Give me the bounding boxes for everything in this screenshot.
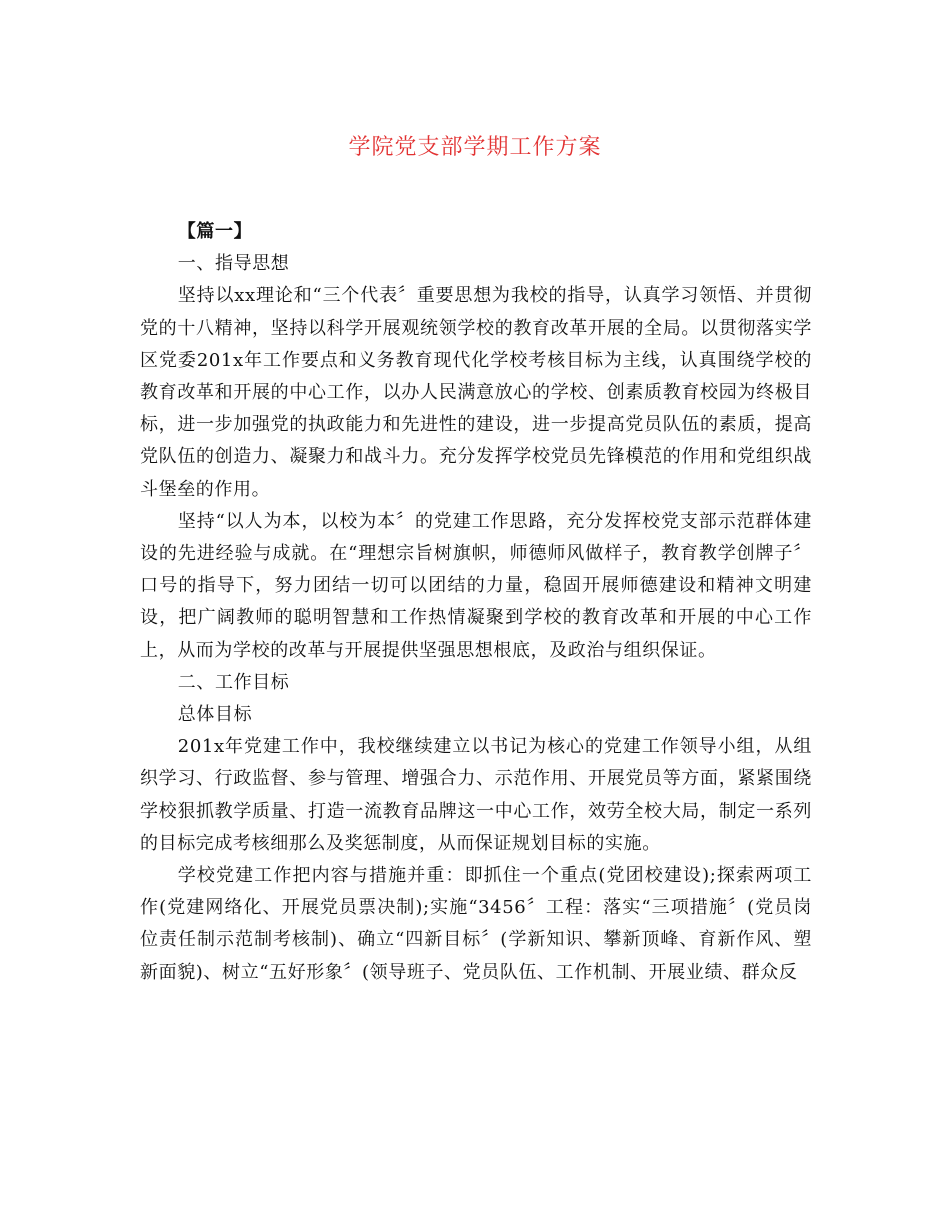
paragraph: 学校党建工作把内容与措施并重：即抓住一个重点(党团校建设);探索两项工作(党建网络化、开展党员票决制);实施“3456〞工程：落实“三项措施〞(党员岗位责任制示范制考核制)、确立“四新目标〞(学新知识、攀新顶峰、育新作风、塑新面貌)、树立“五好形象〞(领导班子、党员队伍、工作机制、开展业绩、群众反 [140, 865, 812, 983]
paragraph: 201x年党建工作中，我校继续建立以书记为核心的党建工作领导小组，从组织学习、行政监督、参与管理、增强合力、示范作用、开展党员等方面，紧紧围绕学校狠抓教学质量、打造一流教育品牌这一中心工作，效劳全校大局，制定一系列的目标完成考核细那么及奖惩制度，从而保证规划目标的实施。 [140, 736, 812, 854]
heading-guiding-thought: 一、指导思想 [177, 253, 290, 275]
document-title: 学院党支部学期工作方案 [348, 135, 602, 160]
section-label: 【篇一】 [177, 221, 253, 242]
subheading-overall-goal: 总体目标 [177, 704, 253, 726]
heading-work-goals: 二、工作目标 [177, 671, 290, 693]
paragraph: 坚持以xx理论和“三个代表〞重要思想为我校的指导，认真学习领悟、并贯彻党的十八精神，坚持以科学开展观统领学校的教育改革开展的全局。以贯彻落实学区党委201x年工作要点和义务教育现代化学校考核目标为主线，认真围绕学校的教育改革和开展的中心工作，以办人民满意放心的学校、创素质教育校园为终极目标，进一步加强党的执政能力和先进性的建设，进一步提高党员队伍的素质，提高党队伍的创造力、凝聚力和战斗力。充分发挥学校党员先锋模范的作用和党组织战斗堡垒的作用。 [140, 285, 812, 500]
document-body [140, 216, 812, 989]
paragraph: 坚持“以人为本，以校为本〞的党建工作思路，充分发挥校党支部示范群体建设的先进经验与成就。在“理想宗旨树旗帜，师德师风做样子，教育教学创牌子〞口号的指导下，努力团结一切可以团结的力量，稳固开展师德建设和精神文明建设，把广阔教师的聪明智慧和工作热情凝聚到学校的教育改革和开展的中心工作上，从而为学校的改革与开展提供坚强思想根底，及政治与组织保证。 [140, 510, 812, 661]
